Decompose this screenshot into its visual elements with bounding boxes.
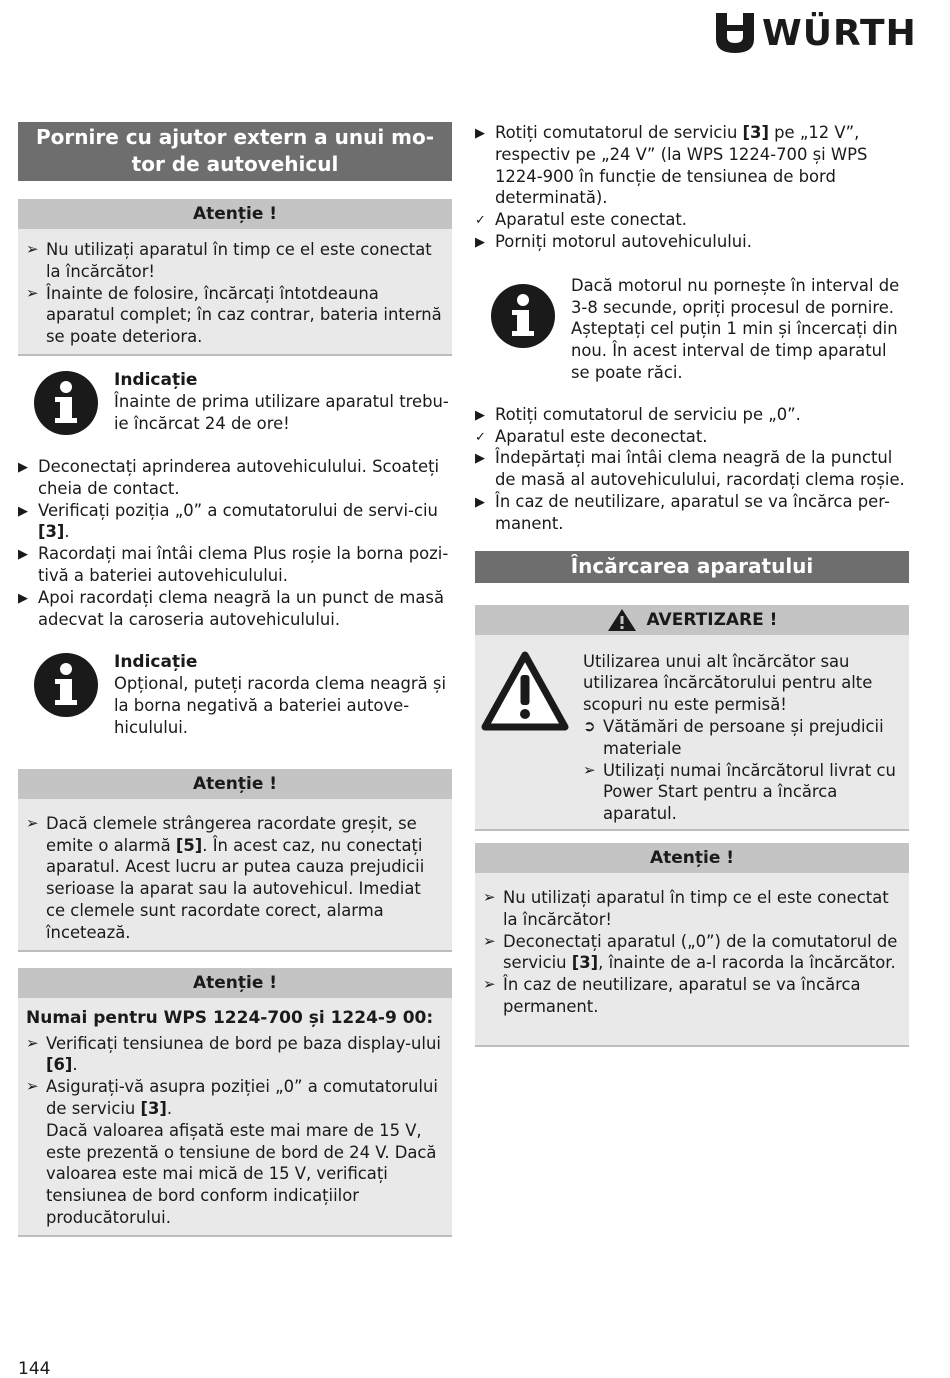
wurth-logo-icon: [716, 13, 754, 53]
triangle-right-icon: ▶: [18, 547, 28, 563]
attention-heading: Atenție !: [18, 199, 452, 229]
attention-heading: Atenție !: [18, 769, 452, 799]
attention-box-2: [18, 769, 452, 952]
left-column: [18, 122, 452, 1237]
list-item: ➢ Nu utilizați aparatul în timp ce el este conectat la încărcător!: [26, 240, 432, 281]
triangle-right-icon: ▶: [18, 590, 28, 606]
steps-list-2: [475, 122, 909, 253]
note-text: Înainte de prima utilizare aparatul trebu-ie încărcat 24 de ore!: [114, 391, 449, 433]
list-item: ➢ În caz de neutilizare, aparatul se va încărca permanent.: [483, 975, 861, 1016]
section-title-charging: Încărcarea aparatului: [475, 551, 909, 583]
paragraph: Dacă valoarea afișată este mai mare de 15 V, este prezentă o tensiune de bord de 24 V. Dacă valoarea este mai mică de 15 V, verificați tensiunea de bord conform indicațiilor producătorului.: [46, 1120, 437, 1227]
note-text: Opțional, puteți racorda clema neagră și la borna negativă a bateriei autove-hiculului.: [114, 674, 447, 737]
info-icon: [18, 370, 114, 436]
list-item: ▶ Porniți motorul autovehiculului.: [475, 231, 909, 253]
triangle-right-icon: ▶: [18, 503, 28, 519]
info-icon: [18, 652, 114, 718]
list-item: ▶ Apoi racordați clema neagră la un punct de masă adecvat la caroseria autovehiculului.: [18, 587, 445, 629]
triangle-right-icon: ▶: [475, 494, 485, 510]
list-item: ➢ Utilizați numai încărcătorul livrat cu Power Start pentru a încărca aparatul.: [583, 760, 896, 824]
list-item: ▶ Rotiți comutatorul de serviciu [3] pe „12 V”, respectiv pe „24 V” (la WPS 1224-700 și WPS 1224-900 în funcție de tensiunea de bord determinată).: [475, 123, 868, 208]
list-item: ▶ Verificați poziția „0” a comutatorului de servi-ciu [3].: [18, 500, 438, 542]
warning-heading: AVERTIZARE !: [475, 605, 909, 635]
triangle-right-icon: ▶: [475, 126, 485, 141]
chevron-right-icon: ➢: [26, 240, 39, 258]
list-item: ➲ Vătămări de persoane și prejudicii materiale: [583, 716, 884, 758]
chevron-right-icon: ➢: [483, 887, 496, 906]
chevron-right-icon: ➢: [26, 1033, 39, 1052]
chevron-right-icon: ➢: [26, 1077, 39, 1096]
warning-text: Utilizarea unui alt încărcător sau utilizarea încărcătorului pentru alte scopuri nu este permisă!: [583, 651, 873, 715]
list-item: ▶ Racordați mai întâi clema Plus roșie la borna pozi-tivă a bateriei autovehiculului.: [18, 544, 449, 585]
triangle-right-icon: ▶: [475, 407, 485, 423]
list-item: ▶ Îndepărtați mai întâi clema neagră de la punctul de masă al autovehiculului, racordați clema roșie.: [475, 448, 905, 490]
brand-name: WÜRTH: [762, 12, 917, 54]
steps-list-1: [18, 456, 452, 630]
right-column: [475, 122, 909, 1047]
info-icon: [475, 275, 571, 349]
warning-triangle-icon: [607, 608, 637, 632]
checkmark-icon: ✓: [475, 429, 486, 445]
warning-box: [475, 605, 909, 831]
list-item: ▶ În caz de neutilizare, aparatul se va încărca per-manent.: [475, 491, 890, 533]
arrow-right-icon: ➲: [583, 716, 596, 735]
checkmark-icon: ✓: [475, 213, 486, 229]
note-2: [18, 652, 452, 738]
steps-list-3: [475, 404, 909, 535]
attention-box-3: [18, 968, 452, 1237]
list-item: ▶ Rotiți comutatorul de serviciu pe „0”.: [475, 404, 909, 426]
note-title: Indicație: [114, 369, 198, 390]
note-3: [475, 275, 909, 384]
section-title-jump-start: Pornire cu ajutor extern a unui mo-tor de autovehicul: [18, 122, 452, 181]
triangle-right-icon: ▶: [475, 234, 485, 250]
attention-heading: Atenție !: [18, 968, 452, 998]
chevron-right-icon: ➢: [483, 975, 496, 994]
list-item: ➢ Asigurați-vă asupra poziției „0” a comutatorului de serviciu [3].: [26, 1077, 438, 1118]
list-item: ✓ Aparatul este conectat.: [475, 209, 909, 231]
warning-triangle-icon: [481, 651, 583, 825]
list-item: ➢ Nu utilizați aparatul în timp ce el este conectat la încărcător!: [483, 887, 889, 929]
note-text: Dacă motorul nu pornește în interval de 3-8 secunde, opriți procesul de pornire. Așteptați cel puțin 1 min și încercați din nou. În acest interval de timp aparatul se poate răci.: [571, 275, 900, 382]
triangle-right-icon: ▶: [18, 459, 28, 475]
attention-box-1: [18, 199, 452, 356]
page-number: 144: [18, 1359, 51, 1378]
chevron-right-icon: ➢: [26, 283, 39, 302]
list-item: ✓ Aparatul este deconectat.: [475, 426, 909, 448]
attention-box-4: [475, 843, 909, 1047]
chevron-right-icon: ➢: [26, 813, 39, 832]
list-item: ➢ Dacă clemele strângerea racordate greșit, se emite o alarmă [5]. În acest caz, nu conectați aparatul. Acest lucru ar putea cauza prejudicii serioase la aparat sau la autovehicul. Imediat ce clemele sunt racordate corect, alarma încetează.: [26, 813, 425, 942]
list-item: ➢ Verificați tensiunea de bord pe baza display-ului [6].: [26, 1033, 441, 1075]
chevron-right-icon: ➢: [583, 760, 596, 779]
list-item: ➢ Deconectați aparatul („0”) de la comutatorul de serviciu [3], înainte de a-l racorda la încărcător.: [483, 931, 898, 973]
list-item: ➢ Înainte de folosire, încărcați întotdeauna aparatul complet; în caz contrar, bateria internă se poate deteriora.: [26, 283, 442, 347]
attention-subtitle: Numai pentru WPS 1224-700 și 1224-9 00:: [26, 1007, 434, 1028]
wurth-logo: [716, 12, 917, 54]
attention-heading: Atenție !: [475, 843, 909, 873]
chevron-right-icon: ➢: [483, 931, 496, 950]
note-title: Indicație: [114, 652, 198, 673]
note-1: [18, 370, 452, 436]
list-item: ▶ Deconectați aprinderea autovehiculului. Scoateți cheia de contact.: [18, 456, 440, 498]
triangle-right-icon: ▶: [475, 451, 485, 467]
